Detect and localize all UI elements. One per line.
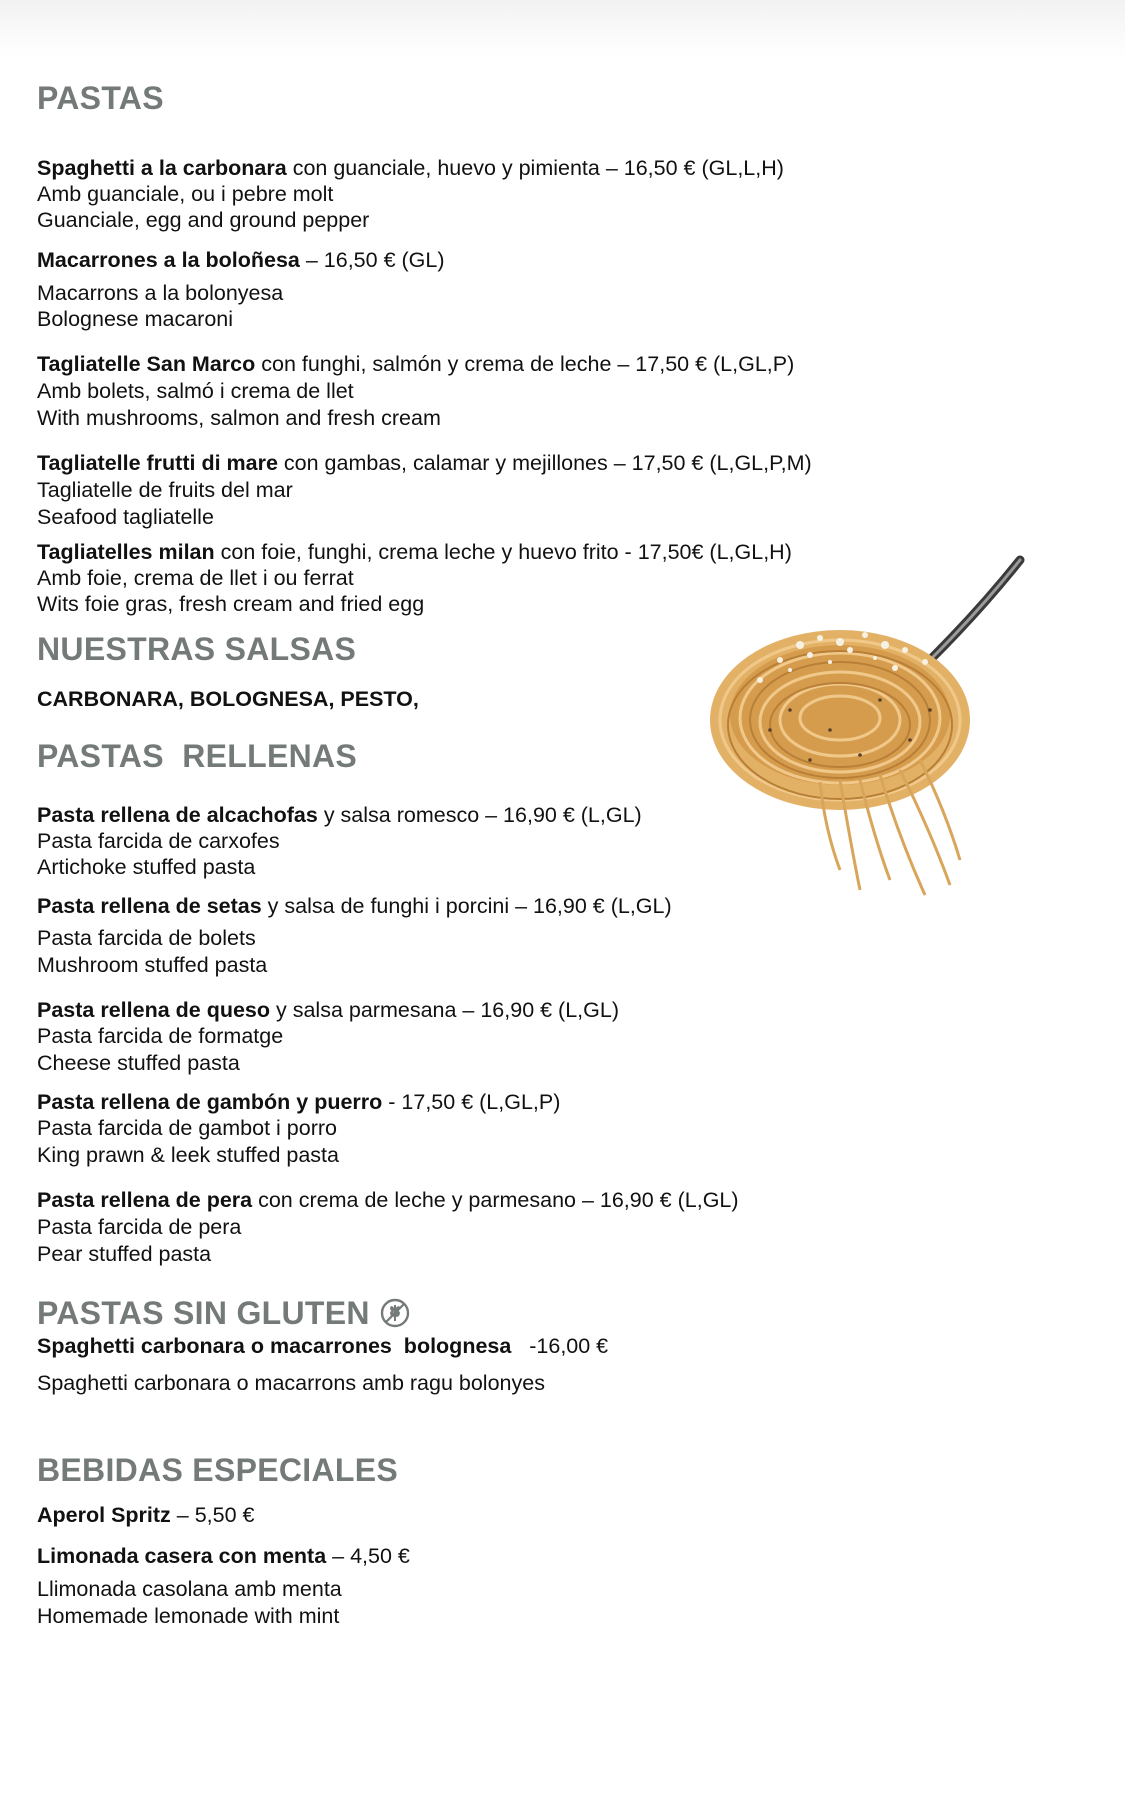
menu-item-catalan: Spaghetti carbonara o macarrons amb ragu bolonyes [37,1371,545,1395]
menu-item-title: Tagliatelle frutti di mare con gambas, calamar y mejillones – 17,50 € (L,GL,P,M) [37,451,812,475]
menu-item-title: Macarrones a la boloñesa – 16,50 € (GL) [37,248,445,272]
menu-item-english: Pear stuffed pasta [37,1242,212,1266]
bebidas-heading: BEBIDAS ESPECIALES [37,1452,399,1488]
spaghetti-fork-photo [690,550,1030,920]
menu-item-catalan: Pasta farcida de bolets [37,926,256,950]
menu-item-english: Homemade lemonade with mint [37,1604,340,1628]
salsas-list: CARBONARA, BOLOGNESA, PESTO, [37,687,419,711]
menu-item-catalan: Pasta farcida de formatge [37,1024,284,1048]
menu-item-english: Mushroom stuffed pasta [37,953,268,977]
menu-item-title: Pasta rellena de gambón y puerro - 17,50 € (L,GL,P) [37,1090,561,1114]
gluten-free-icon [380,1298,410,1328]
menu-item-title: Pasta rellena de pera con crema de leche y parmesano – 16,90 € (L,GL) [37,1188,739,1212]
menu-item-english: With mushrooms, salmon and fresh cream [37,406,441,430]
menu-item-title: Spaghetti carbonara o macarrones bolognesa -16,00 € [37,1334,609,1358]
menu-item-english: Guanciale, egg and ground pepper [37,208,370,232]
menu-item-catalan: Macarrons a la bolonyesa [37,281,284,305]
menu-item-catalan: Pasta farcida de carxofes [37,829,280,853]
menu-item-title: Spaghetti a la carbonara con guanciale, huevo y pimienta – 16,50 € (GL,L,H) [37,156,784,180]
menu-item-title: Tagliatelles milan con foie, funghi, crema leche y huevo frito - 17,50€ (L,GL,H) [37,540,792,564]
menu-item-english: Cheese stuffed pasta [37,1051,240,1075]
menu-item-english: Artichoke stuffed pasta [37,855,256,879]
menu-item-catalan: Pasta farcida de pera [37,1215,242,1239]
pastas-heading: PASTAS [37,80,164,116]
menu-item-english: Bolognese macaroni [37,307,234,331]
menu-item-catalan: Amb foie, crema de llet i ou ferrat [37,566,354,590]
top-shading [0,0,1125,56]
rellenas-heading: PASTAS RELLENAS [37,738,358,774]
menu-item-title: Pasta rellena de alcachofas y salsa romesco – 16,90 € (L,GL) [37,803,642,827]
menu-item-catalan: Tagliatelle de fruits del mar [37,478,293,502]
menu-item-english: Seafood tagliatelle [37,505,214,529]
sin-gluten-heading: PASTAS SIN GLUTEN [37,1293,410,1333]
menu-item-title: Limonada casera con menta – 4,50 € [37,1544,410,1568]
menu-item-title: Pasta rellena de setas y salsa de funghi i porcini – 16,90 € (L,GL) [37,894,672,918]
menu-item-catalan: Llimonada casolana amb menta [37,1577,342,1601]
menu-item-title: Aperol Spritz – 5,50 € [37,1503,255,1527]
menu-item-catalan: Pasta farcida de gambot i porro [37,1116,337,1140]
menu-item-catalan: Amb bolets, salmó i crema de llet [37,379,354,403]
menu-item-title: Pasta rellena de queso y salsa parmesana – 16,90 € (L,GL) [37,998,619,1022]
menu-item-title: Tagliatelle San Marco con funghi, salmón y crema de leche – 17,50 € (L,GL,P) [37,352,795,376]
salsas-heading: NUESTRAS SALSAS [37,631,357,667]
menu-item-english: Wits foie gras, fresh cream and fried egg [37,592,425,616]
menu-item-english: King prawn & leek stuffed pasta [37,1143,339,1167]
menu-item-catalan: Amb guanciale, ou i pebre molt [37,182,334,206]
